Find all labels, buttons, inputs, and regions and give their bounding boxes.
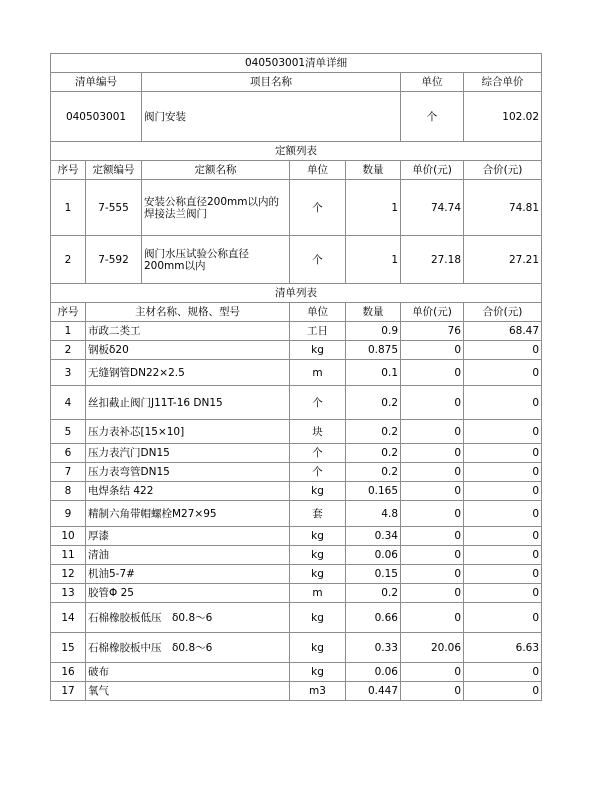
list-no: 14: [51, 603, 86, 633]
header-price: 综合单价: [464, 73, 542, 92]
list-no: 1: [51, 322, 86, 341]
list-unit: m3: [290, 682, 346, 701]
list-row: [51, 565, 542, 584]
list-name: 压力表汽门DN15: [86, 444, 290, 463]
list-unit: kg: [290, 546, 346, 565]
list-row: [51, 386, 542, 420]
header-code: 清单编号: [51, 73, 142, 92]
list-header-unit: 单位: [290, 303, 346, 322]
quota-total: 74.81: [464, 180, 542, 236]
list-row: [51, 420, 542, 444]
quota-section-row: [51, 142, 542, 161]
list-price: 20.06: [401, 633, 464, 663]
list-name: 无缝钢管DN22×2.5: [86, 360, 290, 386]
quota-header-price: 单价(元): [401, 161, 464, 180]
list-no: 7: [51, 463, 86, 482]
list-header-total: 合价(元): [464, 303, 542, 322]
list-no: 15: [51, 633, 86, 663]
summary-code: 040503001: [51, 92, 142, 142]
list-no: 11: [51, 546, 86, 565]
list-section-title: 清单列表: [51, 284, 542, 303]
list-header-price: 单价(元): [401, 303, 464, 322]
list-no: 3: [51, 360, 86, 386]
quota-total: 27.21: [464, 236, 542, 284]
list-qty: 4.8: [346, 501, 401, 527]
list-total: 68.47: [464, 322, 542, 341]
quota-price: 74.74: [401, 180, 464, 236]
list-name: 厚漆: [86, 527, 290, 546]
summary-row: [51, 92, 542, 142]
quota-unit: 个: [290, 180, 346, 236]
list-unit: 工日: [290, 322, 346, 341]
list-price: 0: [401, 444, 464, 463]
list-row: [51, 360, 542, 386]
list-header-qty: 数量: [346, 303, 401, 322]
quota-header-name: 定额名称: [142, 161, 290, 180]
quota-header-qty: 数量: [346, 161, 401, 180]
list-name: 钢板δ20: [86, 341, 290, 360]
list-name: 破布: [86, 663, 290, 682]
list-unit: kg: [290, 341, 346, 360]
quota-header-code: 定额编号: [86, 161, 142, 180]
list-total: 0: [464, 584, 542, 603]
quota-header-unit: 单位: [290, 161, 346, 180]
list-qty: 0.165: [346, 482, 401, 501]
list-price: 0: [401, 565, 464, 584]
list-total: 0: [464, 482, 542, 501]
list-no: 12: [51, 565, 86, 584]
list-price: 0: [401, 501, 464, 527]
list-no: 10: [51, 527, 86, 546]
list-header-no: 序号: [51, 303, 86, 322]
list-total: 0: [464, 463, 542, 482]
list-price: 0: [401, 463, 464, 482]
list-price: 0: [401, 584, 464, 603]
quota-header-row: [51, 161, 542, 180]
list-section-row: [51, 284, 542, 303]
list-no: 8: [51, 482, 86, 501]
list-unit: 套: [290, 501, 346, 527]
quota-row: [51, 236, 542, 284]
list-price: 0: [401, 420, 464, 444]
list-row: [51, 322, 542, 341]
list-price: 0: [401, 386, 464, 420]
list-unit: m: [290, 360, 346, 386]
list-qty: 0.33: [346, 633, 401, 663]
list-qty: 0.447: [346, 682, 401, 701]
quota-price: 27.18: [401, 236, 464, 284]
list-row: [51, 682, 542, 701]
list-price: 0: [401, 341, 464, 360]
list-name: 石棉橡胶板低压 δ0.8～6: [86, 603, 290, 633]
list-name: 石棉橡胶板中压 δ0.8～6: [86, 633, 290, 663]
list-total: 0: [464, 420, 542, 444]
list-total: 0: [464, 603, 542, 633]
list-row: [51, 482, 542, 501]
list-no: 17: [51, 682, 86, 701]
list-unit: kg: [290, 603, 346, 633]
list-price: 76: [401, 322, 464, 341]
summary-price: 102.02: [464, 92, 542, 142]
list-qty: 0.06: [346, 663, 401, 682]
list-unit: 个: [290, 386, 346, 420]
list-unit: 个: [290, 463, 346, 482]
list-no: 4: [51, 386, 86, 420]
list-qty: 0.34: [346, 527, 401, 546]
list-name: 压力表弯管DN15: [86, 463, 290, 482]
list-unit: kg: [290, 565, 346, 584]
list-qty: 0.2: [346, 584, 401, 603]
summary-header-row: [51, 73, 542, 92]
quota-section-title: 定额列表: [51, 142, 542, 161]
list-unit: kg: [290, 663, 346, 682]
list-total: 0: [464, 501, 542, 527]
list-no: 16: [51, 663, 86, 682]
list-name: 清油: [86, 546, 290, 565]
summary-unit: 个: [401, 92, 464, 142]
list-row: [51, 633, 542, 663]
list-price: 0: [401, 527, 464, 546]
list-header-row: [51, 303, 542, 322]
list-unit: 个: [290, 444, 346, 463]
list-qty: 0.875: [346, 341, 401, 360]
list-name: 精制六角带帽螺栓M27×95: [86, 501, 290, 527]
title-row: [51, 54, 542, 73]
list-total: 6.63: [464, 633, 542, 663]
table-title: 040503001清单详细: [51, 54, 542, 73]
list-unit: kg: [290, 633, 346, 663]
list-unit: kg: [290, 527, 346, 546]
list-total: 0: [464, 565, 542, 584]
list-name: 机油5-7#: [86, 565, 290, 584]
list-price: 0: [401, 682, 464, 701]
list-row: [51, 584, 542, 603]
list-qty: 0.06: [346, 546, 401, 565]
quota-unit: 个: [290, 236, 346, 284]
list-total: 0: [464, 527, 542, 546]
list-total: 0: [464, 341, 542, 360]
list-unit: m: [290, 584, 346, 603]
list-qty: 0.1: [346, 360, 401, 386]
quota-row: [51, 180, 542, 236]
list-price: 0: [401, 663, 464, 682]
quota-code: 7-555: [86, 180, 142, 236]
list-no: 2: [51, 341, 86, 360]
list-header-name: 主材名称、规格、型号: [86, 303, 290, 322]
list-row: [51, 501, 542, 527]
quota-qty: 1: [346, 236, 401, 284]
list-name: 胶管Φ 25: [86, 584, 290, 603]
quota-no: 2: [51, 236, 86, 284]
list-unit: kg: [290, 482, 346, 501]
list-price: 0: [401, 482, 464, 501]
list-no: 13: [51, 584, 86, 603]
list-qty: 0.15: [346, 565, 401, 584]
quota-no: 1: [51, 180, 86, 236]
list-name: 压力表补芯[15×10]: [86, 420, 290, 444]
list-qty: 0.2: [346, 386, 401, 420]
list-unit: 块: [290, 420, 346, 444]
list-row: [51, 527, 542, 546]
quota-qty: 1: [346, 180, 401, 236]
list-no: 5: [51, 420, 86, 444]
list-qty: 0.2: [346, 444, 401, 463]
list-row: [51, 546, 542, 565]
header-unit: 单位: [401, 73, 464, 92]
list-total: 0: [464, 386, 542, 420]
list-row: [51, 663, 542, 682]
list-row: [51, 341, 542, 360]
quota-header-no: 序号: [51, 161, 86, 180]
list-price: 0: [401, 546, 464, 565]
list-row: [51, 444, 542, 463]
list-name: 电焊条结 422: [86, 482, 290, 501]
quota-name: 阀门水压试验公称直径200mm以内: [142, 236, 290, 284]
list-name: 市政二类工: [86, 322, 290, 341]
list-name: 氧气: [86, 682, 290, 701]
header-name: 项目名称: [142, 73, 401, 92]
list-total: 0: [464, 360, 542, 386]
list-no: 9: [51, 501, 86, 527]
quota-code: 7-592: [86, 236, 142, 284]
list-no: 6: [51, 444, 86, 463]
list-qty: 0.66: [346, 603, 401, 633]
quota-name: 安装公称直径200mm以内的焊接法兰阀门: [142, 180, 290, 236]
list-price: 0: [401, 603, 464, 633]
list-qty: 0.2: [346, 463, 401, 482]
list-total: 0: [464, 663, 542, 682]
list-total: 0: [464, 546, 542, 565]
list-name: 丝扣截止阀门J11T-16 DN15: [86, 386, 290, 420]
summary-name: 阀门安装: [142, 92, 401, 142]
list-row: [51, 603, 542, 633]
quota-header-total: 合价(元): [464, 161, 542, 180]
list-total: 0: [464, 682, 542, 701]
list-qty: 0.2: [346, 420, 401, 444]
detail-table: [50, 53, 542, 701]
list-qty: 0.9: [346, 322, 401, 341]
list-price: 0: [401, 360, 464, 386]
list-total: 0: [464, 444, 542, 463]
list-row: [51, 463, 542, 482]
